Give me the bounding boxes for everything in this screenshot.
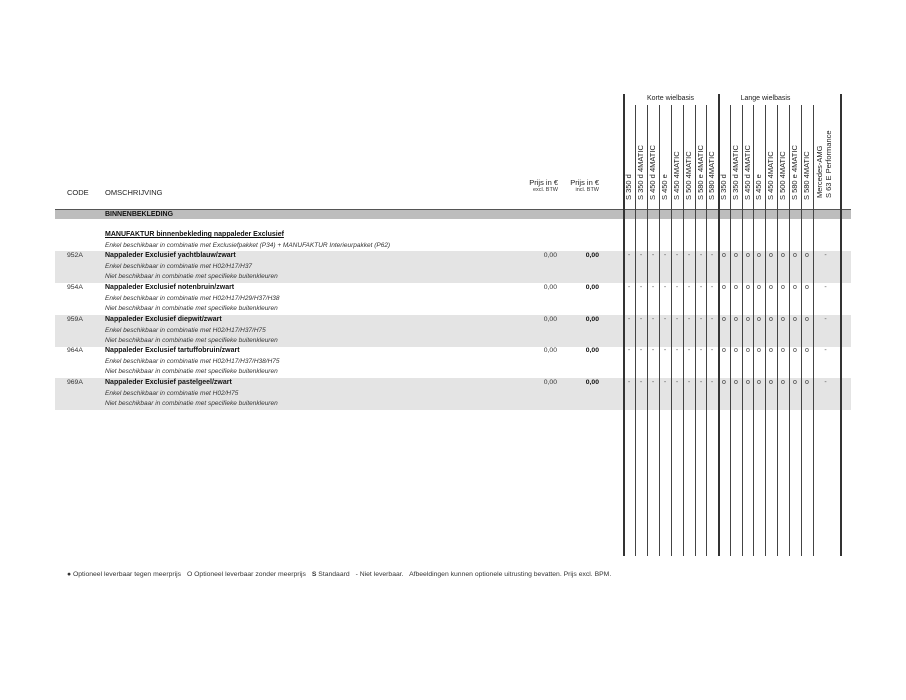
availability-cell: - [699, 379, 703, 386]
availability-cell: o [793, 284, 797, 291]
availability-cell: - [639, 316, 643, 323]
option-title: Nappaleder Exclusief pastelgeel/zwart [105, 379, 232, 386]
availability-cell: - [663, 284, 667, 291]
availability-cell: - [687, 316, 691, 323]
availability-cell: o [746, 316, 750, 323]
column-divider [695, 105, 696, 556]
model-header: S 450 4MATIC [672, 151, 681, 200]
model-header: S 350 d 4MATIC [731, 145, 740, 200]
column-divider [730, 105, 731, 556]
availability-cell: - [663, 379, 667, 386]
option-note: Enkel beschikbaar in combinatie met H02/H17/H37/H38/H75 [105, 358, 280, 365]
availability-cell: - [699, 284, 703, 291]
legend-filled: ● Optioneel leverbaar tegen meerprijs [67, 571, 182, 578]
price-excl: 0,00 [543, 284, 557, 291]
option-code: 964A [67, 347, 83, 354]
section-bar [55, 209, 851, 219]
option-title: Nappaleder Exclusief diepwit/zwart [105, 316, 222, 323]
availability-cell: - [627, 347, 631, 354]
availability-cell: o [734, 379, 738, 386]
availability-cell: - [710, 316, 714, 323]
option-title: Nappaleder Exclusief tartuffobruin/zwart [105, 347, 240, 354]
availability-cell: - [651, 316, 655, 323]
model-header: S 450 e [754, 174, 763, 200]
availability-cell: - [699, 347, 703, 354]
column-divider [659, 105, 660, 556]
price-excl: 0,00 [543, 252, 557, 259]
price-incl-label: Prijs in € [570, 178, 599, 187]
column-divider [742, 105, 743, 556]
availability-cell-amg: - [824, 379, 827, 386]
availability-cell: - [675, 252, 679, 259]
model-header: S 350 d [719, 174, 728, 200]
availability-cell: - [627, 379, 631, 386]
availability-cell: o [781, 316, 785, 323]
section-title: BINNENBEKLEDING [105, 211, 174, 218]
legend-open: O Optioneel leverbaar zonder meerprijs [186, 571, 306, 578]
availability-cell: o [805, 316, 809, 323]
option-title: Nappaleder Exclusief notenbruin/zwart [105, 284, 235, 291]
availability-cell: o [734, 347, 738, 354]
model-header: S 580 4MATIC [707, 151, 716, 200]
option-code: 954A [67, 284, 83, 291]
availability-cell: - [675, 379, 679, 386]
availability-cell: o [746, 252, 750, 259]
model-header: S 450 4MATIC [766, 151, 775, 200]
availability-cell: o [722, 252, 726, 259]
availability-cell: o [793, 379, 797, 386]
group-long-wheelbase: Lange wielbasis [740, 95, 791, 102]
model-header: S 450 e [660, 174, 669, 200]
group-note: Enkel beschikbaar in combinatie met Exclusiefpakket (P34) + MANUFAKTUR Interieurpakket (P62) [105, 242, 391, 249]
option-note: Enkel beschikbaar in combinatie met H02/H17/H37/H75 [105, 327, 266, 334]
availability-cell: - [651, 252, 655, 259]
column-divider [840, 94, 842, 556]
description-column-header: OMSCHRIJVING [105, 188, 163, 197]
option-note: Enkel beschikbaar in combinatie met H02/H75 [105, 390, 239, 397]
availability-cell: o [769, 284, 773, 291]
availability-cell: - [663, 316, 667, 323]
availability-cell: - [687, 252, 691, 259]
availability-cell: o [793, 347, 797, 354]
availability-cell-amg: - [824, 284, 827, 291]
availability-cell: - [639, 252, 643, 259]
availability-cell: - [639, 379, 643, 386]
availability-cell: o [805, 252, 809, 259]
price-incl: 0,00 [585, 347, 599, 354]
legend [67, 571, 615, 578]
column-divider [706, 105, 707, 556]
option-code: 952A [67, 252, 83, 259]
availability-cell: o [734, 252, 738, 259]
model-header: S 500 4MATIC [778, 151, 787, 200]
availability-cell: - [699, 316, 703, 323]
availability-cell: o [769, 379, 773, 386]
availability-cell: - [651, 379, 655, 386]
column-divider [623, 94, 625, 556]
column-divider [718, 94, 720, 556]
availability-cell: o [781, 379, 785, 386]
availability-cell: - [675, 284, 679, 291]
price-excl-label: Prijs in € [529, 178, 558, 187]
price-incl-header [560, 178, 599, 193]
column-divider [753, 105, 754, 556]
legend-not-available: - Niet leverbaar. [355, 571, 404, 578]
availability-cell: o [793, 316, 797, 323]
availability-cell: o [805, 347, 809, 354]
availability-cell-amg: - [824, 347, 827, 354]
availability-cell: - [675, 347, 679, 354]
model-header-amg: Mercedes-AMG [815, 145, 824, 198]
availability-cell: - [710, 379, 714, 386]
availability-cell: o [734, 284, 738, 291]
availability-cell: o [734, 316, 738, 323]
availability-cell: o [757, 284, 761, 291]
availability-cell: o [746, 379, 750, 386]
model-header: S 350 d 4MATIC [636, 145, 645, 200]
availability-cell: o [769, 252, 773, 259]
availability-cell: - [639, 347, 643, 354]
availability-cell: - [663, 252, 667, 259]
availability-cell: - [687, 379, 691, 386]
availability-cell: o [769, 347, 773, 354]
availability-cell: - [651, 347, 655, 354]
availability-cell: - [710, 347, 714, 354]
option-code: 969A [67, 379, 83, 386]
availability-cell: o [722, 379, 726, 386]
option-note: Enkel beschikbaar in combinatie met H02/H17/H37 [105, 263, 253, 270]
availability-cell: - [687, 347, 691, 354]
availability-cell-amg: - [824, 252, 827, 259]
legend-standard: Standaard [318, 571, 350, 578]
option-note: Niet beschikbaar in combinatie met specifieke buitenkleuren [105, 337, 278, 344]
availability-cell: o [793, 252, 797, 259]
model-header: S 580 e 4MATIC [790, 145, 799, 200]
column-divider [789, 105, 790, 556]
availability-cell: - [675, 316, 679, 323]
group-short-wheelbase: Korte wielbasis [646, 95, 695, 102]
availability-cell: o [722, 316, 726, 323]
option-note: Enkel beschikbaar in combinatie met H02/H17/H29/H37/H38 [105, 295, 280, 302]
availability-cell: o [722, 284, 726, 291]
price-excl: 0,00 [543, 379, 557, 386]
availability-cell: o [746, 284, 750, 291]
price-incl: 0,00 [585, 284, 599, 291]
availability-cell: o [757, 379, 761, 386]
price-excl-header [520, 178, 558, 193]
availability-cell: o [757, 252, 761, 259]
availability-cell: o [757, 316, 761, 323]
availability-cell: - [651, 284, 655, 291]
availability-cell: - [699, 252, 703, 259]
price-incl: 0,00 [585, 379, 599, 386]
availability-cell: - [627, 252, 631, 259]
availability-cell: - [627, 316, 631, 323]
option-note: Niet beschikbaar in combinatie met specifieke buitenkleuren [105, 305, 278, 312]
availability-cell: - [710, 284, 714, 291]
model-header: S 500 4MATIC [684, 151, 693, 200]
availability-cell-amg: - [824, 316, 827, 323]
price-incl-sub: incl. BTW [575, 187, 599, 193]
model-header-amg: S 63 E Performance [824, 130, 833, 198]
column-divider [765, 105, 766, 556]
model-header: S 450 d 4MATIC [648, 145, 657, 200]
legend-disclaimer: Afbeeldingen kunnen optionele uitrusting bevatten. Prijs excl. BPM. [409, 571, 612, 578]
availability-cell: o [746, 347, 750, 354]
price-incl: 0,00 [585, 316, 599, 323]
availability-cell: - [627, 284, 631, 291]
availability-cell: o [757, 347, 761, 354]
option-note: Niet beschikbaar in combinatie met specifieke buitenkleuren [105, 400, 278, 407]
option-note: Niet beschikbaar in combinatie met specifieke buitenkleuren [105, 368, 278, 375]
availability-cell: o [781, 252, 785, 259]
model-header: S 350 d [624, 174, 633, 200]
model-header: S 580 e 4MATIC [696, 145, 705, 200]
availability-cell: o [781, 347, 785, 354]
availability-cell: o [805, 379, 809, 386]
option-note: Niet beschikbaar in combinatie met specifieke buitenkleuren [105, 273, 278, 280]
column-divider [647, 105, 648, 556]
price-excl: 0,00 [543, 347, 557, 354]
group-title: MANUFAKTUR binnenbekleding nappaleder Exclusief [105, 231, 284, 238]
price-incl: 0,00 [585, 252, 599, 259]
availability-cell: o [805, 284, 809, 291]
model-header: S 580 4MATIC [802, 151, 811, 200]
option-title: Nappaleder Exclusief yachtblauw/zwart [105, 252, 236, 259]
column-divider [777, 105, 778, 556]
price-excl: 0,00 [543, 316, 557, 323]
code-column-header: CODE [67, 188, 89, 197]
availability-cell: - [663, 347, 667, 354]
column-divider [635, 105, 636, 556]
column-divider [801, 105, 802, 556]
legend-standard-symbol: S [311, 571, 317, 578]
availability-cell: o [781, 284, 785, 291]
model-header: S 450 d 4MATIC [743, 145, 752, 200]
option-code: 959A [67, 316, 83, 323]
availability-cell: o [769, 316, 773, 323]
column-divider [683, 105, 684, 556]
availability-cell: - [639, 284, 643, 291]
price-excl-sub: excl. BTW [532, 187, 558, 193]
availability-cell: o [722, 347, 726, 354]
availability-cell: - [710, 252, 714, 259]
availability-cell: - [687, 284, 691, 291]
column-divider [813, 105, 814, 556]
column-divider [671, 105, 672, 556]
